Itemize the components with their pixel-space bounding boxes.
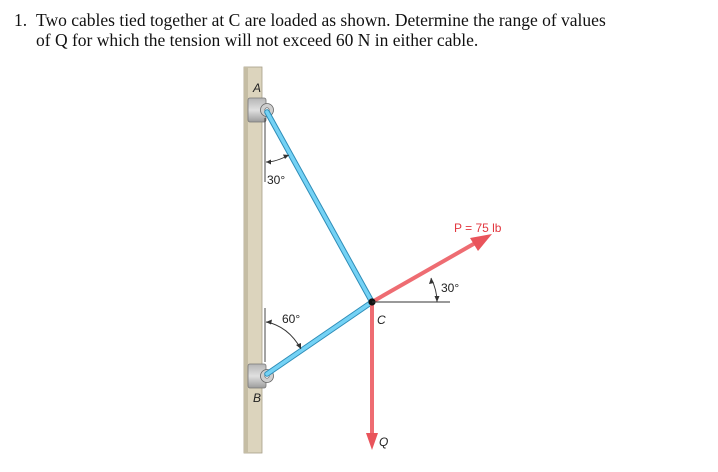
label-point-c: C [377, 313, 386, 327]
cable-ac [267, 112, 372, 302]
problem-number: 1. [14, 10, 28, 30]
support-bracket-b [248, 364, 274, 388]
label-point-b: B [253, 391, 262, 405]
label-point-a: A [253, 81, 262, 95]
label-angle-p: 30° [441, 281, 460, 295]
label-force-q: Q [379, 435, 389, 449]
angle-arc-p [429, 278, 440, 302]
angle-arc-a [266, 155, 289, 165]
label-force-p: P = 75 lb [454, 221, 502, 235]
force-p-arrow [372, 234, 492, 302]
label-angle-a: 30° [267, 173, 286, 187]
problem-text-line-1: Two cables tied together at C are loaded as shown. Determine the range of values [36, 10, 606, 30]
label-angle-b: 60° [282, 312, 301, 326]
problem-text-line-2: of Q for which the tension will not exceed 60 N in either cable. [36, 30, 479, 50]
